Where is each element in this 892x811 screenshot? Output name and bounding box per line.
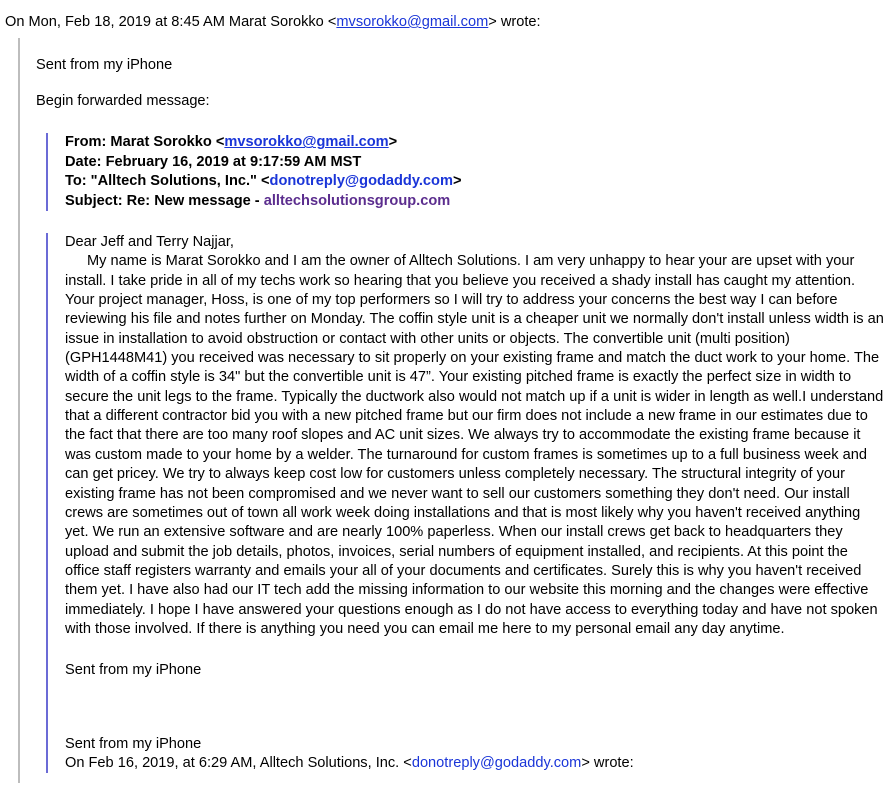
subject-label: Subject: [65,192,123,209]
trailing-email-link[interactable]: donotreply@godaddy.com [411,754,582,771]
to-label: To: [65,173,87,190]
date-label: Date: [65,153,102,170]
spacer [36,111,886,133]
forwarded-headers-block [46,133,886,211]
trailing-attribution-suffix: > wrote: [581,754,634,771]
to-email-link[interactable]: donotreply@godaddy.com [269,173,453,190]
attribution-prefix-text: On Mon, Feb 18, 2019 at 8:45 AM Marat Sorokko < [5,14,337,30]
date-value: February 16, 2019 at 9:17:59 AM MST [105,153,362,170]
header-row-to [65,172,886,191]
header-row-from [65,133,886,152]
header-row-date [65,153,886,172]
subject-domain-link[interactable]: alltechsolutionsgroup.com [263,192,451,209]
from-close-bracket: > [388,134,398,151]
spacer [65,681,886,735]
to-name-text: "Alltech Solutions, Inc." < [90,173,270,190]
spacer [36,46,886,56]
sender-email-link[interactable]: mvsorokko@gmail.com [336,14,489,30]
trailing-attribution-line [65,754,886,773]
spacer [65,639,886,661]
attribution-suffix-text: > wrote: [488,14,541,30]
to-close-bracket: > [452,173,462,190]
body-greeting: Dear Jeff and Terry Najjar, [65,234,234,251]
reply-attribution-line [5,13,886,32]
outer-quote-block [18,38,886,783]
from-email-link[interactable]: mvsorokko@gmail.com [224,134,389,151]
forwarded-message-notice: Begin forwarded message: [36,93,210,110]
trailing-signature: Sent from my iPhone [65,735,202,752]
trailing-attribution-prefix: On Feb 16, 2019, at 6:29 AM, Alltech Solutions, Inc. < [65,754,412,771]
forwarded-message-body-block [46,233,886,773]
header-row-subject [65,192,886,211]
spacer [36,211,886,233]
from-label: From: [65,134,107,151]
from-name-text: Marat Sorokko < [110,134,225,151]
outer-quote-signature: Sent from my iPhone [36,57,173,73]
body-signature: Sent from my iPhone [65,662,202,679]
spacer [36,75,886,92]
body-paragraph: My name is Marat Sorokko and I am the owner of Alltech Solutions. I am very unhappy to hear your are upset with your install. I take pride in all of my techs work so hearing that you believe you received a shady install has caught my attention. Your project manager, Hoss, is one of my top performers so I will try to address your concerns the best way I can before reviewing his file and notes further on Monday. The coffin style unit is a cheaper unit we normally don't install unless width is an issue in installation to avoid obstruction or contact with other units or objects. The convertible unit (multi position) (GPH1448M41) you received was necessary to sit properly on your existing frame and match the duct work to your home. The width of a coffin style is 34" but the convertible unit is 47”. Your existing pitched frame is exactly the perfect size in width to secure the unit legs to the frame. Typically the ductwork also would not match up if a unit is wider in length as well.I understand that a different contractor bid you with a new pitched frame but our firm does not include a new frame in our estimates due to the fact that there are too many roof slopes and AC unit sizes. We always try to accommodate the existing frame because it was custom made to your home by a welder. The turnaround for custom frames is sometimes up to a full business week and can get pricey. We try to always keep cost low for customers unless completely necessary. The structural integrity of your existing frame has not been compromised and we never want to sell our customers something they don't need. Our install crews are sometimes out of town all work week doing installations and that is most likely why you haven't received anything yet. We run an extensive software and are nearly 100% paperless. When our install crews get back to headquarters they upload and submit the job details, photos, invoices, serial numbers of equipment installed, and recipients. At this point the office staff registers warranty and emails your all of your documents and certificates. Surely this is why you haven't received them yet. I have also had our IT tech add the missing information to our website this morning and the changes were effective immediately. I hope I have answered your questions enough as I do not have access to everything today and have not spoken with those involved. If there is anything you need you can email me here to my personal email any day anytime. [65,253,884,637]
subject-prefix-text: Re: New message - [126,192,264,209]
